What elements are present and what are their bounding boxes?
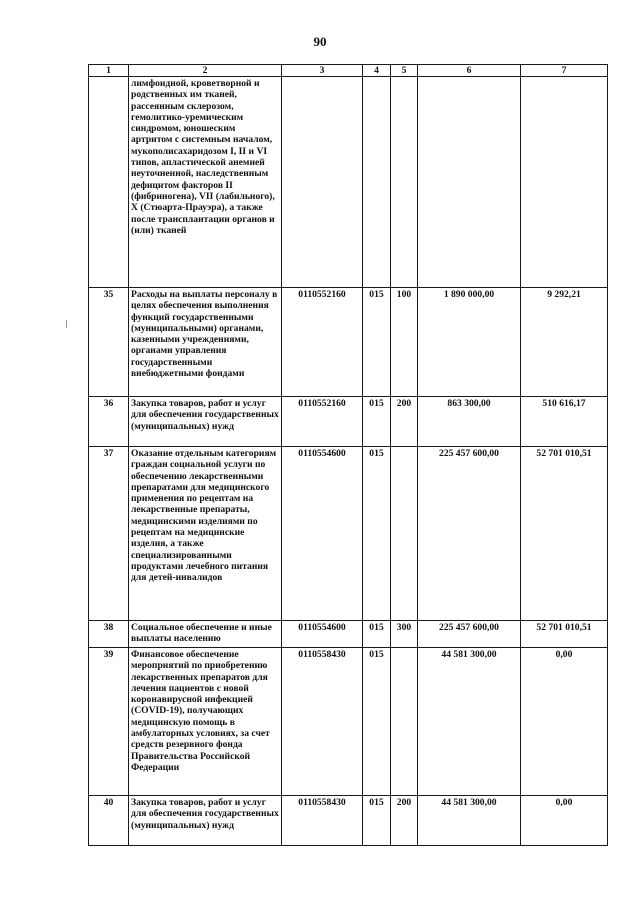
row-col-7: 9 292,21 (521, 288, 608, 397)
row-col-4: 015 (363, 648, 391, 796)
row-col-7: 0,00 (521, 796, 608, 846)
row-col-4: 015 (363, 447, 391, 621)
row-description: Закупка товаров, работ и услуг для обеспечения государственных (муниципальных) нужд (129, 397, 282, 447)
row-description: лимфоидной, кроветворной и родственных им тканей, рассеянным склерозом, гемолитико-уремическим синдромом, юношеским артритом с системным началом, мукополисахаридозом I, II и VI типов, апластической анемией неуточненной, наследственным дефицитом факторов II (фибриногена), VII (лабильного), X (Стюарта-Прауэра), а также после трансплантации органов и (или) тканей (129, 77, 282, 288)
table-row (89, 447, 608, 621)
row-number: 37 (89, 447, 129, 621)
row-description: Финансовое обеспечение мероприятий по приобретению лекарственных препаратов для лечения пациентов с новой коронавирусной инфекцией (COVID-19), получающих медицинскую помощь в амбулаторных условиях, за счет средств резервного фонда Правительства Российской Федерации (129, 648, 282, 796)
row-col-7: 52 701 010,51 (521, 447, 608, 621)
row-col-6: 1 890 000,00 (418, 288, 521, 397)
row-code: 0110552160 (282, 397, 363, 447)
row-col-5 (391, 648, 418, 796)
table-row (89, 621, 608, 648)
table-row (89, 77, 608, 288)
header-col-2: 2 (129, 65, 282, 77)
header-col-3: 3 (282, 65, 363, 77)
header-col-7: 7 (521, 65, 608, 77)
row-code: 0110552160 (282, 288, 363, 397)
row-code: 0110558430 (282, 796, 363, 846)
row-col-4: 015 (363, 796, 391, 846)
row-code (282, 77, 363, 288)
row-code: 0110554600 (282, 621, 363, 648)
row-col-7: 510 616,17 (521, 397, 608, 447)
row-col-5: 200 (391, 796, 418, 846)
header-row (89, 65, 608, 77)
row-number: 36 (89, 397, 129, 447)
page-number: 90 (313, 34, 327, 49)
table-row (89, 796, 608, 846)
row-number: 39 (89, 648, 129, 796)
row-code: 0110558430 (282, 648, 363, 796)
table-row (89, 648, 608, 796)
header-col-4: 4 (363, 65, 391, 77)
header-col-1: 1 (89, 65, 129, 77)
row-col-5: 200 (391, 397, 418, 447)
row-col-6: 863 300,00 (418, 397, 521, 447)
row-col-5 (391, 77, 418, 288)
row-description: Социальное обеспечение и иные выплаты населению (129, 621, 282, 648)
scan-artifact (66, 320, 67, 328)
row-description: Закупка товаров, работ и услуг для обеспечения государственных (муниципальных) нужд (129, 796, 282, 846)
row-col-6: 225 457 600,00 (418, 621, 521, 648)
row-code: 0110554600 (282, 447, 363, 621)
row-col-4: 015 (363, 621, 391, 648)
row-col-6: 44 581 300,00 (418, 648, 521, 796)
row-col-6: 44 581 300,00 (418, 796, 521, 846)
row-col-6 (418, 77, 521, 288)
header-col-6: 6 (418, 65, 521, 77)
row-col-6: 225 457 600,00 (418, 447, 521, 621)
row-col-4: 015 (363, 288, 391, 397)
row-col-5: 100 (391, 288, 418, 397)
row-number: 40 (89, 796, 129, 846)
row-description: Оказание отдельным категориям граждан социальной услуги по обеспечению лекарственными препаратами для медицинского применения по рецептам на лекарственные препараты, медицинскими изделиями по рецептам на медицинские изделия, а также специализированными продуктами лечебного питания для детей-инвалидов (129, 447, 282, 621)
row-col-7: 0,00 (521, 648, 608, 796)
row-col-4: 015 (363, 397, 391, 447)
row-number (89, 77, 129, 288)
row-col-5: 300 (391, 621, 418, 648)
row-col-7 (521, 77, 608, 288)
row-col-4 (363, 77, 391, 288)
table-row (89, 397, 608, 447)
table-row (89, 288, 608, 397)
row-description: Расходы на выплаты персоналу в целях обеспечения выполнения функций государственными (муниципальными) органами, казенными учреждениями, органами управления государственными внебюджетными фондами (129, 288, 282, 397)
row-number: 38 (89, 621, 129, 648)
budget-table (88, 64, 608, 846)
row-col-5 (391, 447, 418, 621)
row-col-7: 52 701 010,51 (521, 621, 608, 648)
header-col-5: 5 (391, 65, 418, 77)
row-number: 35 (89, 288, 129, 397)
